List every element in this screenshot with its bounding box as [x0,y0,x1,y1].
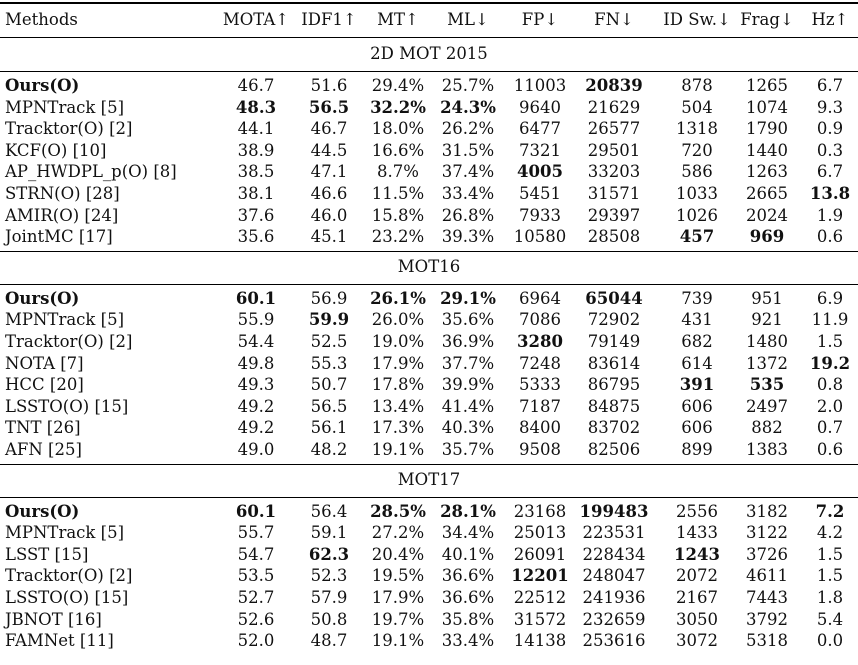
value-cell: 52.0 [237,631,275,651]
value-cell: 33.4% [441,184,495,203]
value-cell: 17.9% [371,588,425,607]
method-cell: MPNTrack [5] [5,97,125,117]
method-cell: Tracktor(O) [2] [5,119,133,139]
value-cell: 878 [681,76,713,95]
value-cell: 1074 [746,97,788,117]
value-cell: 7086 [519,310,561,330]
value-cell: 46.6 [310,184,348,203]
value-cell: 1.5 [816,332,844,351]
value-cell: 56.5 [310,396,348,416]
value-cell: 19.7% [371,609,425,629]
value-cell: 59.1 [310,523,348,543]
value-cell: 31571 [587,184,641,203]
value-cell: 50.7 [310,375,348,395]
value-cell: 84875 [587,396,641,416]
value-cell: 248047 [582,566,646,586]
value-cell: 37.6 [237,205,275,225]
value-cell: 23168 [513,501,567,521]
table-row [0,396,858,418]
value-cell: 0.3 [816,140,844,160]
value-cell: 14138 [513,631,567,651]
value-cell: 951 [751,288,783,308]
value-cell: 51.6 [310,76,348,95]
value-cell: 223531 [582,523,646,543]
section-rule [0,71,858,72]
value-cell: 3050 [676,609,718,629]
value-cell: 2072 [676,566,718,586]
value-cell: 19.1% [371,440,425,459]
table-row [0,140,858,162]
section-title: MOT17 [397,469,461,489]
value-cell: 11.9 [811,310,849,330]
value-cell: 1026 [676,205,718,225]
value-cell: 48.3 [235,97,277,117]
value-cell: 1790 [746,119,788,139]
table-row [0,331,858,353]
value-cell: 431 [681,310,713,330]
method-cell: Methods [5,10,78,29]
value-cell: 20839 [585,76,643,95]
value-cell: 2024 [746,205,788,225]
value-cell: 1243 [674,544,720,564]
value-cell: 6.7 [816,76,844,95]
header-rule [0,37,858,38]
value-cell: 1433 [676,523,718,543]
section-end-rule [0,464,858,465]
value-cell: 56.1 [310,418,348,438]
value-cell: 3280 [517,332,563,351]
value-cell: Hz↑ [811,10,849,29]
value-cell: 48.2 [310,440,348,459]
value-cell: 5318 [746,631,788,651]
value-cell: 44.1 [237,119,275,139]
value-cell: 25013 [513,523,567,543]
value-cell: 457 [679,227,715,247]
value-cell: 4611 [746,566,788,586]
table-row [0,522,858,544]
value-cell: 2.0 [816,396,844,416]
method-cell: AP_HWDPL_p(O) [8] [5,162,177,182]
value-cell: 1372 [746,353,788,373]
value-cell: 54.7 [237,544,275,564]
section-rule [0,284,858,285]
value-cell: 34.4% [441,523,495,543]
value-cell: 16.6% [371,140,425,160]
value-cell: 22512 [513,588,567,607]
value-cell: 82506 [587,440,641,459]
value-cell: 52.7 [237,588,275,607]
table-row [0,587,858,609]
value-cell: 45.1 [310,227,348,247]
value-cell: 11.5% [371,184,425,203]
value-cell: ID Sw.↓ [663,10,731,29]
value-cell: 12201 [511,566,569,586]
value-cell: 7933 [519,205,561,225]
method-cell: JointMC [17] [5,227,113,247]
top-rule [0,2,858,4]
value-cell: 86795 [587,375,641,395]
value-cell: 55.3 [310,353,348,373]
method-cell: Tracktor(O) [2] [5,566,133,586]
value-cell: 38.1 [237,184,275,203]
value-cell: 5.4 [816,609,844,629]
value-cell: 1383 [746,440,788,459]
value-cell: 7.2 [815,501,845,521]
method-cell: Ours(O) [5,501,80,521]
value-cell: 83614 [587,353,641,373]
value-cell: 33203 [587,162,641,182]
section-rule [0,497,858,498]
method-cell: JBNOT [16] [5,609,102,629]
value-cell: 8.7% [377,162,419,182]
method-cell: STRN(O) [28] [5,184,120,203]
value-cell: 35.6 [237,227,275,247]
value-cell: 0.7 [816,418,844,438]
value-cell: MOTA↑ [222,10,290,29]
value-cell: 40.3% [441,418,495,438]
value-cell: 53.5 [237,566,275,586]
value-cell: 241936 [582,588,646,607]
value-cell: 9640 [519,97,561,117]
value-cell: 10580 [513,227,567,247]
value-cell: 606 [681,396,713,416]
table-row [0,161,858,183]
value-cell: 29501 [587,140,641,160]
value-cell: 39.3% [441,227,495,247]
value-cell: 44.5 [310,140,348,160]
value-cell: 83702 [587,418,641,438]
value-cell: 1263 [746,162,788,182]
table-row [0,439,858,461]
method-cell: MPNTrack [5] [5,310,125,330]
value-cell: 586 [681,162,713,182]
value-cell: 2556 [676,501,718,521]
value-cell: 3726 [746,544,788,564]
value-cell: 28.5% [370,501,426,521]
value-cell: 39.9% [441,375,495,395]
value-cell: 56.9 [310,288,348,308]
value-cell: 55.9 [237,310,275,330]
value-cell: 9.3 [816,97,844,117]
value-cell: 26.0% [371,310,425,330]
value-cell: 62.3 [308,544,350,564]
value-cell: 49.0 [237,440,275,459]
value-cell: 391 [679,375,715,395]
value-cell: 882 [751,418,783,438]
value-cell: 26.1% [370,288,426,308]
value-cell: 13.4% [371,396,425,416]
value-cell: 72902 [587,310,641,330]
value-cell: 6.9 [816,288,844,308]
table-row [0,417,858,439]
method-cell: LSSTO(O) [15] [5,588,129,607]
value-cell: 17.8% [371,375,425,395]
value-cell: 24.3% [440,97,496,117]
value-cell: 4005 [517,162,563,182]
value-cell: 7443 [746,588,788,607]
value-cell: 52.5 [310,332,348,351]
value-cell: 49.2 [237,396,275,416]
table-row [0,75,858,97]
method-cell: KCF(O) [10] [5,140,107,160]
value-cell: 535 [749,375,785,395]
value-cell: 31.5% [441,140,495,160]
value-cell: 0.9 [816,119,844,139]
table-row [0,118,858,140]
value-cell: 55.7 [237,523,275,543]
table-row [0,630,858,652]
method-cell: FAMNet [11] [5,631,114,651]
value-cell: 2665 [746,184,788,203]
value-cell: 36.6% [441,588,495,607]
value-cell: MT↑ [377,10,419,29]
value-cell: 921 [751,310,783,330]
value-cell: 1.9 [816,205,844,225]
value-cell: 46.7 [237,76,275,95]
value-cell: 17.3% [371,418,425,438]
value-cell: 15.8% [371,205,425,225]
value-cell: 19.5% [371,566,425,586]
method-cell: MPNTrack [5] [5,523,125,543]
value-cell: 19.0% [371,332,425,351]
value-cell: 253616 [582,631,646,651]
table-row [0,374,858,396]
value-cell: 52.6 [237,609,275,629]
value-cell: 1033 [676,184,718,203]
method-cell: AFN [25] [5,440,82,459]
value-cell: 4.2 [816,523,844,543]
value-cell: 56.4 [310,501,348,521]
table-row [0,609,858,631]
method-cell: LSST [15] [5,544,89,564]
section-end-rule [0,251,858,252]
value-cell: 11003 [513,76,567,95]
value-cell: 228434 [582,544,646,564]
method-cell: TNT [26] [5,418,81,438]
value-cell: 606 [681,418,713,438]
value-cell: 32.2% [370,97,426,117]
value-cell: 29.4% [371,76,425,95]
value-cell: 36.6% [441,566,495,586]
value-cell: 26.2% [441,119,495,139]
table-row [0,205,858,227]
header-row [0,9,858,31]
value-cell: 19.2 [809,353,851,373]
value-cell: 3122 [746,523,788,543]
value-cell: 49.2 [237,418,275,438]
value-cell: 6477 [519,119,561,139]
value-cell: 18.0% [371,119,425,139]
table-row [0,501,858,523]
value-cell: 60.1 [235,288,277,308]
value-cell: 52.3 [310,566,348,586]
value-cell: 720 [681,140,713,160]
value-cell: 5451 [519,184,561,203]
table-row [0,309,858,331]
value-cell: 37.7% [441,353,495,373]
value-cell: 40.1% [441,544,495,564]
value-cell: 9508 [519,440,561,459]
value-cell: 29397 [587,205,641,225]
value-cell: 28508 [587,227,641,247]
value-cell: 46.0 [310,205,348,225]
value-cell: 28.1% [440,501,496,521]
value-cell: 49.3 [237,375,275,395]
method-cell: AMIR(O) [24] [5,205,119,225]
value-cell: 13.8 [809,184,851,203]
value-cell: 199483 [579,501,649,521]
value-cell: 682 [681,332,713,351]
value-cell: 35.7% [441,440,495,459]
value-cell: 232659 [582,609,646,629]
value-cell: 35.8% [441,609,495,629]
value-cell: 5333 [519,375,561,395]
value-cell: 899 [681,440,713,459]
value-cell: 1.8 [816,588,844,607]
table-row [0,288,858,310]
value-cell: 50.8 [310,609,348,629]
value-cell: 969 [749,227,785,247]
value-cell: 36.9% [441,332,495,351]
value-cell: 19.1% [371,631,425,651]
value-cell: 1440 [746,140,788,160]
value-cell: 25.7% [441,76,495,95]
table-row [0,226,858,248]
value-cell: 79149 [587,332,641,351]
value-cell: 65044 [585,288,643,308]
value-cell: 56.5 [308,97,350,117]
value-cell: 29.1% [440,288,496,308]
value-cell: 1318 [676,119,718,139]
value-cell: 26.8% [441,205,495,225]
value-cell: 41.4% [441,396,495,416]
value-cell: Frag↓ [740,10,794,29]
value-cell: 8400 [519,418,561,438]
value-cell: 26091 [513,544,567,564]
value-cell: 0.8 [816,375,844,395]
value-cell: 38.9 [237,140,275,160]
value-cell: 0.0 [816,631,844,651]
value-cell: 54.4 [237,332,275,351]
value-cell: 0.6 [816,440,844,459]
value-cell: 614 [681,353,713,373]
value-cell: 38.5 [237,162,275,182]
value-cell: 21629 [587,97,641,117]
value-cell: 739 [681,288,713,308]
value-cell: 33.4% [441,631,495,651]
value-cell: FN↓ [594,10,634,29]
method-cell: LSSTO(O) [15] [5,396,129,416]
value-cell: 1.5 [816,566,844,586]
value-cell: 1265 [746,76,788,95]
value-cell: 37.4% [441,162,495,182]
value-cell: 1.5 [816,544,844,564]
value-cell: 3182 [746,501,788,521]
value-cell: 27.2% [371,523,425,543]
value-cell: 35.6% [441,310,495,330]
value-cell: 23.2% [371,227,425,247]
method-cell: Ours(O) [5,288,80,308]
value-cell: 6964 [519,288,561,308]
value-cell: 31572 [513,609,567,629]
value-cell: 60.1 [235,501,277,521]
value-cell: ML↓ [447,10,489,29]
value-cell: 59.9 [308,310,350,330]
value-cell: 47.1 [310,162,348,182]
value-cell: FP↓ [521,10,559,29]
section-title: MOT16 [397,256,461,276]
value-cell: 46.7 [310,119,348,139]
table-row [0,544,858,566]
value-cell: 7321 [519,140,561,160]
value-cell: 504 [681,97,713,117]
method-cell: HCC [20] [5,375,84,395]
table-row [0,97,858,119]
table-row [0,565,858,587]
value-cell: 49.8 [237,353,275,373]
value-cell: 57.9 [310,588,348,607]
table-row [0,183,858,205]
value-cell: IDF1↑ [301,10,357,29]
value-cell: 7248 [519,353,561,373]
method-cell: Ours(O) [5,76,80,95]
value-cell: 26577 [587,119,641,139]
value-cell: 48.7 [310,631,348,651]
method-cell: NOTA [7] [5,353,84,373]
value-cell: 17.9% [371,353,425,373]
value-cell: 2497 [746,396,788,416]
value-cell: 20.4% [371,544,425,564]
value-cell: 2167 [676,588,718,607]
method-cell: Tracktor(O) [2] [5,332,133,351]
value-cell: 0.6 [816,227,844,247]
value-cell: 6.7 [816,162,844,182]
value-cell: 3072 [676,631,718,651]
value-cell: 3792 [746,609,788,629]
section-title: 2D MOT 2015 [370,44,488,63]
value-cell: 7187 [519,396,561,416]
value-cell: 1480 [746,332,788,351]
table-row [0,353,858,375]
